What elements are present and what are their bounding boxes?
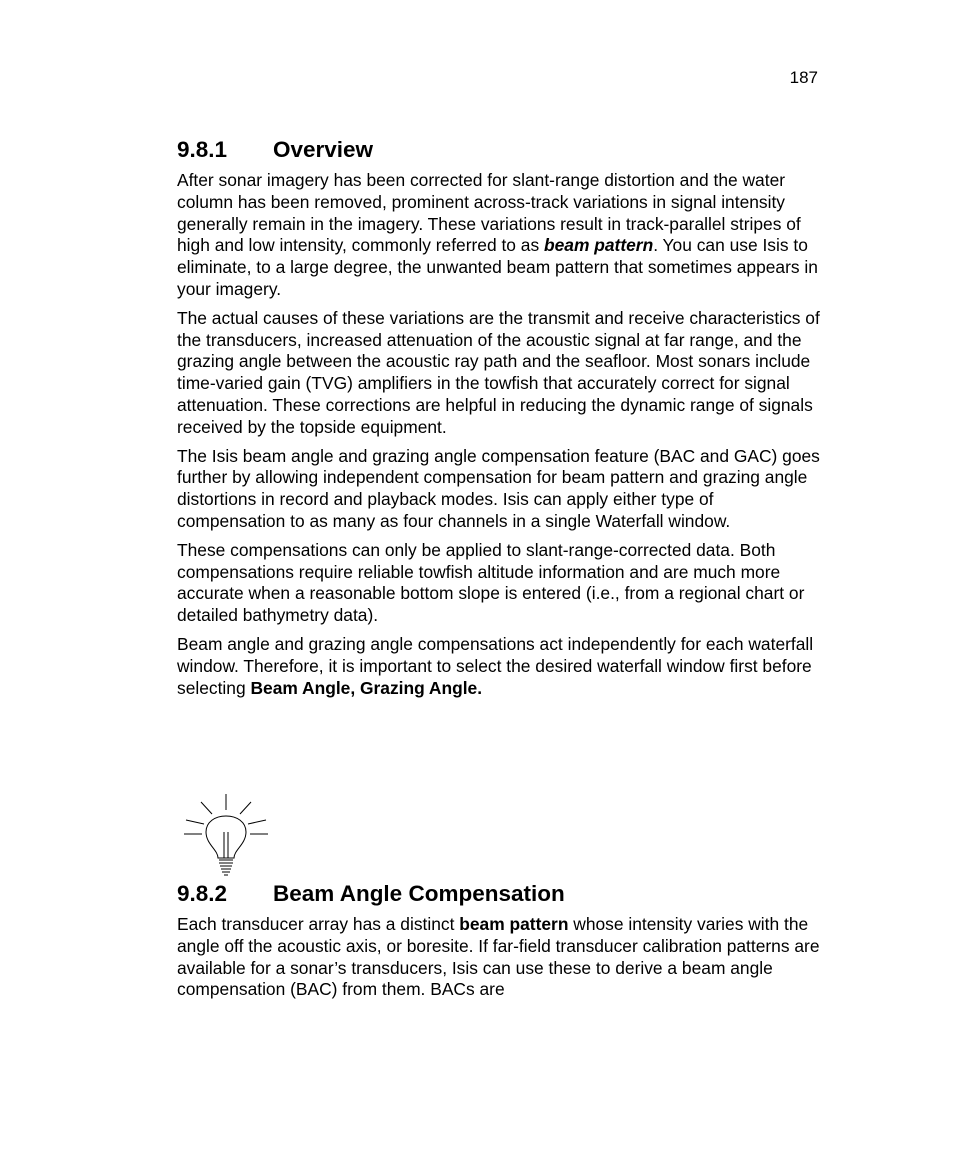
section-number: 9.8.1 [177,137,228,162]
text-run: whose intensity varies with the angle off the acoustic axis, or boresite. If far-field transducer calibration patterns are available for a sonar’s transducers, Isis can use these to derive a beam angle compensation (BAC) from them. BACs are [177,914,820,1000]
page-number: 187 [789,68,818,87]
paragraph: The actual causes of these variations are the transmit and receive characteristics of the transducers, increased attenuation of the acoustic signal at far range, and the grazing angle between the acoustic ray path and the seafloor. Most sonars include time-varied gain (TVG) amplifiers in the towfish that accurately correct for signal attenuation. These corrections are helpful in reducing the dynamic range of signals received by the topside equipment. [177,307,820,437]
paragraph: The Isis beam angle and grazing angle compensation feature (BAC and GAC) goes further by allowing independent compensation for beam pattern and grazing angle distortions in record and playback modes. Isis can apply either type of compensation to as many as four channels in a single Waterfall window. [177,445,820,531]
section-title: Beam Angle Compensation [273,881,565,906]
paragraph [177,914,822,1001]
section-heading-overview [177,136,373,164]
section-body-overview [177,170,822,706]
bold-term: Beam Angle, Grazing Angle. [250,677,483,698]
section-heading-beam-angle-compensation [177,880,565,908]
section-body-beam-angle-compensation [177,914,822,1008]
section-number: 9.8.2 [177,881,228,906]
text-run: . You can use Isis to eliminate, to a large degree, the unwanted beam pattern that sometimes appears in your imagery. [177,235,818,299]
emphasis-term: beam pattern [544,235,654,256]
section-title: Overview [273,137,374,162]
text-run: Each transducer array has a distinct [177,914,460,934]
lightbulb-icon [180,792,272,882]
text-run: Beam angle and grazing angle compensations act independently for each waterfall window. Therefore, it is important to select the desired waterfall window first before selecting [177,633,814,698]
paragraph: These compensations can only be applied to slant-range-corrected data. Both compensations require reliable towfish altitude information and are much more accurate when a reasonable bottom slope is entered (i.e., from a regional chart or detailed bathymetry data). [177,539,805,626]
paragraph [177,634,822,699]
text-run: After sonar imagery has been corrected for slant-range distortion and the water column has been removed, prominent across-track variations in signal intensity generally remain in the imagery. These variations result in track-parallel stripes of high and low intensity, commonly referred to as [177,170,801,256]
bold-term: beam pattern [459,914,569,934]
paragraph [177,170,822,301]
